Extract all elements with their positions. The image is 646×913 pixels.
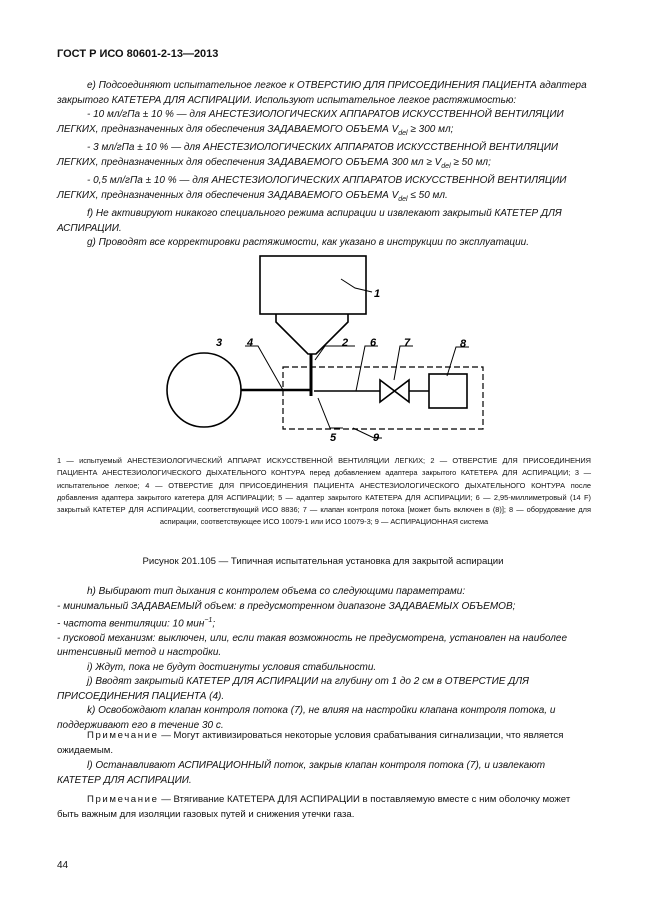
step-e: e) Подсоединяют испытательное легкое к ОТВЕРСТИЮ ДЛЯ ПРИСОЕДИНЕНИЯ ПАЦИЕНТА адаптера закрытого КАТЕТЕРА ДЛЯ АСПИРАЦИИ. Используют испытательное легкое растяжимостью: [57, 80, 587, 106]
breath-param-trigger: - пусковой механизм: выключен, или, если такая возможность не предусмотрена, установлен на наиболее интенсивный метод и настройки. [57, 632, 568, 659]
step-l-block [57, 759, 591, 788]
figure-legend: 1 — испытуемый АНЕСТЕЗИОЛОГИЧЕСКИЙ АППАРАТ ИСКУССТВЕННОЙ ВЕНТИЛЯЦИИ ЛЕГКИХ; 2 — ОТВЕРСТИЕ ДЛЯ ПРИСОЕДИНЕНИЯ ПАЦИЕНТА АНЕСТЕЗИОЛОГИЧЕСКОГО ДЫХАТЕЛЬНОГО КОНТУРА перед добавлением адаптера закрытого КАТЕТЕРА ДЛЯ АСПИРАЦИИ; 3 — испытательное легкое; 4 — ОТВЕРСТИЕ ДЛЯ ПРИСОЕДИНЕНИЯ ПАЦИЕНТА АНЕСТЕЗИОЛОГИЧЕСКОГО ДЫХАТЕЛЬНОГО КОНТУРА после добавления адаптера закрытого катетера ДЛЯ АСПИРАЦИИ; 5 — адаптер закрытого КАТЕТЕРА ДЛЯ АСПИРАЦИИ; 6 — 2,95-миллиметровый (14 F) закрытый КАТЕТЕР ДЛЯ АСПИРАЦИИ, соответствующий ИСО 8836; 7 — клапан контроля потока [может быть включен в (8)]; 8 — оборудование для аспирации, соответствующее ИСО 10079-1 или ИСО 10079-3; 9 — АСПИРАЦИОННАЯ система [57, 456, 591, 527]
ventilator-outlet [276, 314, 348, 354]
label-7: 7 [404, 337, 411, 349]
document-header: ГОСТ Р ИСО 80601-2-13—2013 [57, 48, 219, 60]
procedure-steps-bottom [57, 585, 591, 733]
compliance-item-1: - 10 мл/гПа ± 10 % — для АНЕСТЕЗИОЛОГИЧЕСКИХ АППАРАТОВ ИСКУССТВЕННОЙ ВЕНТИЛЯЦИИ ЛЕГКИХ, предназначенных для обеспечения ЗАДАВАЕМОГО ОБЪЕМА $V_{del} \ge 300$ мл; [57, 109, 564, 137]
compliance-item-3: - 0,5 мл/гПа ± 10 % — для АНЕСТЕЗИОЛОГИЧЕСКИХ АППАРАТОВ ИСКУССТВЕННОЙ ВЕНТИЛЯЦИИ ЛЕГКИХ, предназначенных для обеспечения ЗАДАВАЕМОГО ОБЪЕМА $V_{del} \le 50$ мл. [57, 175, 567, 203]
step-g: g) Проводят все корректировки растяжимости, как указано в инструкции по эксплуатации. [87, 237, 530, 248]
note-2: Примечание — Втягивание КАТЕТЕРА ДЛЯ АСПИРАЦИИ в поставляемую вместе с ним оболочку может быть важным для изоляции газовых путей и снижения утечки газа. [57, 794, 571, 820]
breath-param-volume: - минимальный ЗАДАВАЕМЫЙ объем: в предусмотренном диапазоне ЗАДАВАЕМЫХ ОБЪЕМОВ; [57, 600, 516, 612]
step-k: k) Освобождают клапан контроля потока (7), не влияя на настройки клапана контроля потока, и поддерживают его в течение 30 с. [57, 705, 556, 731]
leader-1 [341, 279, 372, 292]
note-1: Примечание — Могут активизироваться некоторые условия срабатывания сигнализации, что является ожидаемым. [57, 730, 564, 756]
step-h: h) Выбирают тип дыхания с контролем объема со следующими параметрами: [87, 586, 466, 597]
flow-control-valve [380, 380, 409, 402]
compliance-item-2: - 3 мл/гПа ± 10 % — для АНЕСТЕЗИОЛОГИЧЕСКИХ АППАРАТОВ ИСКУССТВЕННОЙ ВЕНТИЛЯЦИИ ЛЕГКИХ, предназначенных для обеспечения ЗАДАВАЕМОГО ОБЪЕМА 300 мл ≥ $V_{del} \ge 50$ мл; [57, 142, 559, 170]
suction-system-boundary [283, 367, 483, 429]
leader-6 [356, 346, 378, 391]
step-i: i) Ждут, пока не будут достигнуты условия стабильности. [87, 661, 377, 673]
leader-8 [447, 347, 469, 376]
label-9: 9 [373, 432, 380, 444]
step-j: j) Вводят закрытый КАТЕТЕР ДЛЯ АСПИРАЦИИ на глубину от 1 до 2 см в ОТВЕРСТИЕ ДЛЯ ПРИСОЕДИНЕНИЯ ПАЦИЕНТА (4). [57, 676, 529, 702]
suction-equipment [429, 374, 467, 408]
step-f: f) Не активируют никакого специального режима аспирации и извлекают закрытый КАТЕТЕР ДЛЯ АСПИРАЦИИ. [57, 208, 562, 234]
label-3: 3 [216, 337, 223, 349]
test-lung [167, 353, 241, 427]
label-8: 8 [460, 338, 467, 350]
label-1: 1 [374, 288, 381, 300]
breath-param-rate: - частота вентиляции: 10 мин$^{-1}$; [57, 617, 216, 630]
leader-7 [394, 346, 413, 380]
figure-caption: Рисунок 201.105 — Типичная испытательная установка для закрытой аспирации [142, 556, 504, 567]
label-6: 6 [370, 337, 377, 349]
leader-4 [245, 346, 283, 390]
step-l: l) Останавливают АСПИРАЦИОННЫЙ поток, закрыв клапан контроля потока (7), и извлекают КАТЕТЕР ДЛЯ АСПИРАЦИИ. [57, 760, 546, 786]
leader-5 [318, 398, 343, 428]
label-2: 2 [342, 337, 349, 349]
label-5: 5 [330, 432, 337, 444]
page-number: 44 [57, 860, 69, 871]
label-4: 4 [247, 337, 254, 349]
